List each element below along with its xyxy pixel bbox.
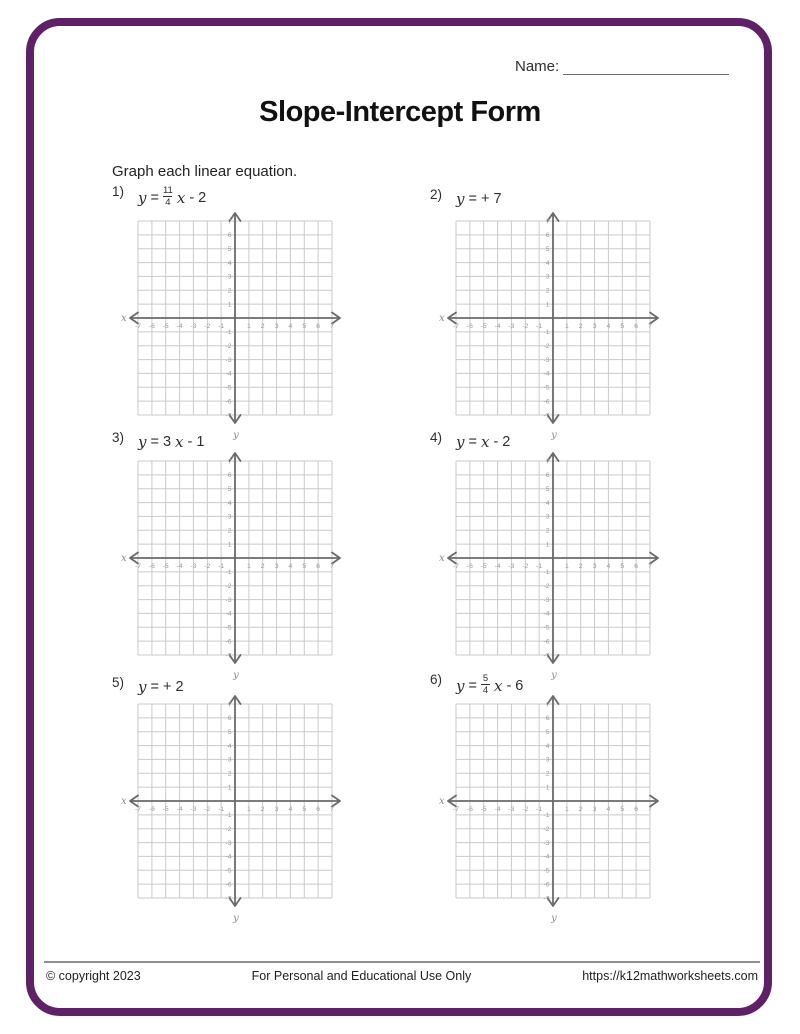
- svg-text:5: 5: [620, 806, 625, 813]
- coordinate-grid-2[interactable]: [434, 211, 666, 443]
- svg-text:x: x: [121, 796, 127, 807]
- svg-text:-4: -4: [494, 806, 501, 813]
- equals-sign: =: [150, 189, 159, 206]
- svg-text:6: 6: [634, 323, 638, 330]
- svg-text:x: x: [439, 553, 445, 564]
- svg-text:6: 6: [227, 232, 232, 240]
- problem-6-equation: [456, 672, 523, 696]
- equation-lhs: y: [138, 188, 147, 207]
- svg-text:7: 7: [545, 218, 550, 226]
- svg-text:-6: -6: [466, 323, 473, 330]
- svg-text:7: 7: [330, 323, 334, 330]
- svg-text:6: 6: [545, 715, 550, 723]
- svg-text:-4: -4: [543, 610, 550, 618]
- svg-text:2: 2: [545, 527, 550, 535]
- svg-text:2: 2: [578, 806, 583, 813]
- svg-text:-7: -7: [452, 563, 460, 570]
- svg-text:-3: -3: [508, 563, 515, 570]
- equation-lhs: y: [138, 678, 147, 696]
- svg-text:-6: -6: [543, 881, 550, 889]
- svg-text:1: 1: [545, 541, 550, 549]
- intercept-term: - 2: [189, 189, 207, 206]
- svg-text:2: 2: [578, 323, 583, 330]
- svg-text:2: 2: [545, 287, 550, 295]
- svg-text:5: 5: [227, 486, 232, 493]
- svg-text:-4: -4: [225, 853, 232, 861]
- svg-text:-5: -5: [162, 563, 169, 570]
- slope-fraction: $\frac{11}{4}$: [162, 185, 173, 208]
- equation-lhs: y: [456, 190, 465, 208]
- svg-text:1: 1: [247, 563, 251, 570]
- svg-text:-6: -6: [466, 563, 473, 570]
- coordinate-grid-4[interactable]: [434, 451, 666, 683]
- svg-text:1: 1: [565, 323, 569, 330]
- svg-text:3: 3: [592, 563, 597, 570]
- svg-text:-1: -1: [225, 329, 232, 337]
- svg-text:7: 7: [330, 563, 334, 570]
- intercept-term: + 7: [480, 191, 502, 207]
- svg-text:-3: -3: [225, 596, 232, 604]
- svg-text:3: 3: [227, 513, 232, 521]
- svg-text:3: 3: [545, 513, 550, 521]
- svg-text:-6: -6: [225, 638, 232, 646]
- svg-text:-3: -3: [190, 563, 197, 570]
- svg-text:5: 5: [227, 729, 232, 736]
- svg-text:6: 6: [634, 806, 638, 813]
- svg-text:-1: -1: [218, 806, 225, 813]
- svg-text:2: 2: [545, 770, 550, 778]
- svg-text:6: 6: [316, 563, 320, 570]
- problem-4-equation: [456, 430, 510, 451]
- svg-text:-5: -5: [543, 624, 550, 632]
- problem-1: [112, 184, 206, 214]
- svg-text:-1: -1: [225, 812, 232, 820]
- svg-text:-7: -7: [134, 323, 142, 330]
- svg-text:-2: -2: [204, 563, 211, 570]
- svg-text:4: 4: [227, 742, 232, 750]
- svg-text:-1: -1: [543, 569, 550, 577]
- svg-text:y: y: [551, 430, 557, 441]
- svg-text:-5: -5: [225, 867, 232, 875]
- problem-1-equation: [138, 184, 206, 208]
- svg-text:-7: -7: [452, 323, 460, 330]
- svg-text:6: 6: [634, 563, 638, 570]
- svg-text:y: y: [233, 913, 239, 924]
- svg-text:-7: -7: [134, 563, 142, 570]
- svg-text:-6: -6: [148, 563, 155, 570]
- svg-text:5: 5: [302, 806, 307, 813]
- problem-5-number: 5): [112, 675, 125, 690]
- x-variable: x: [480, 433, 490, 451]
- equation-lhs: y: [456, 676, 465, 695]
- svg-text:-4: -4: [494, 323, 501, 330]
- svg-text:-2: -2: [522, 806, 529, 813]
- footer: [46, 969, 758, 983]
- problem-2-equation: [456, 187, 502, 208]
- copyright-text: © copyright 2023: [46, 969, 141, 983]
- equals-sign: =: [468, 677, 477, 694]
- svg-text:-1: -1: [218, 323, 225, 330]
- svg-text:x: x: [439, 796, 445, 807]
- usage-text: For Personal and Educational Use Only: [251, 969, 472, 983]
- svg-text:-7: -7: [225, 412, 232, 420]
- intercept-term: - 1: [187, 434, 205, 450]
- svg-text:-6: -6: [543, 638, 550, 646]
- x-variable: x: [493, 676, 503, 695]
- svg-text:-3: -3: [225, 839, 232, 847]
- svg-text:x: x: [439, 313, 445, 324]
- svg-text:4: 4: [545, 499, 550, 507]
- x-variable: x: [176, 188, 186, 207]
- svg-text:-2: -2: [522, 563, 529, 570]
- slope-coefficient: 3: [162, 434, 172, 450]
- x-variable: x: [175, 433, 184, 451]
- svg-text:-6: -6: [543, 398, 550, 406]
- svg-text:y: y: [233, 430, 239, 441]
- svg-text:4: 4: [606, 806, 611, 813]
- svg-text:-1: -1: [536, 806, 543, 813]
- svg-text:4: 4: [288, 323, 293, 330]
- coordinate-grid-6[interactable]: [434, 694, 666, 926]
- svg-text:7: 7: [545, 458, 550, 466]
- svg-text:6: 6: [227, 472, 232, 480]
- svg-text:x: x: [121, 553, 127, 564]
- svg-text:-5: -5: [543, 384, 550, 392]
- svg-text:-4: -4: [543, 370, 550, 378]
- svg-text:3: 3: [227, 756, 232, 764]
- svg-text:-4: -4: [494, 563, 501, 570]
- name-label: Name:: [515, 58, 560, 75]
- svg-text:3: 3: [227, 273, 232, 281]
- svg-text:3: 3: [545, 756, 550, 764]
- svg-text:3: 3: [274, 563, 279, 570]
- svg-text:4: 4: [606, 323, 611, 330]
- svg-text:3: 3: [274, 323, 279, 330]
- svg-text:2: 2: [578, 563, 583, 570]
- svg-text:-7: -7: [225, 652, 232, 660]
- svg-text:7: 7: [227, 458, 232, 466]
- svg-text:-2: -2: [225, 343, 232, 350]
- svg-text:-4: -4: [225, 610, 232, 618]
- svg-text:2: 2: [227, 770, 232, 778]
- svg-text:6: 6: [545, 472, 550, 480]
- svg-text:-4: -4: [543, 853, 550, 861]
- svg-text:4: 4: [288, 806, 293, 813]
- svg-text:7: 7: [330, 806, 334, 813]
- svg-text:y: y: [233, 670, 239, 681]
- svg-text:4: 4: [227, 499, 232, 507]
- svg-text:-7: -7: [543, 412, 550, 420]
- svg-text:-3: -3: [543, 839, 550, 847]
- svg-text:5: 5: [545, 486, 550, 493]
- svg-text:-6: -6: [148, 323, 155, 330]
- svg-text:-6: -6: [466, 806, 473, 813]
- svg-text:-3: -3: [190, 323, 197, 330]
- svg-text:x: x: [121, 313, 127, 324]
- intercept-term: - 6: [506, 677, 524, 694]
- svg-text:1: 1: [247, 806, 251, 813]
- svg-text:-2: -2: [204, 323, 211, 330]
- svg-text:-6: -6: [148, 806, 155, 813]
- equation-lhs: y: [456, 433, 465, 451]
- problem-1-number: 1): [112, 184, 125, 199]
- svg-text:-1: -1: [218, 563, 225, 570]
- svg-text:6: 6: [227, 715, 232, 723]
- svg-text:1: 1: [565, 806, 569, 813]
- svg-text:-4: -4: [176, 563, 183, 570]
- svg-text:-5: -5: [225, 384, 232, 392]
- name-row: [515, 58, 729, 75]
- svg-text:6: 6: [316, 806, 320, 813]
- svg-text:-5: -5: [480, 323, 487, 330]
- svg-text:4: 4: [545, 259, 550, 267]
- equation-lhs: y: [138, 433, 147, 451]
- svg-text:-5: -5: [225, 624, 232, 632]
- svg-text:-2: -2: [225, 583, 232, 590]
- svg-text:3: 3: [274, 806, 279, 813]
- svg-text:-5: -5: [480, 563, 487, 570]
- svg-text:1: 1: [545, 301, 550, 309]
- problem-6-number: 6): [430, 672, 443, 687]
- svg-text:-3: -3: [508, 323, 515, 330]
- svg-text:3: 3: [592, 323, 597, 330]
- svg-text:-2: -2: [543, 343, 550, 350]
- svg-text:5: 5: [545, 729, 550, 736]
- svg-text:-1: -1: [536, 563, 543, 570]
- svg-text:5: 5: [545, 246, 550, 253]
- svg-text:-1: -1: [536, 323, 543, 330]
- svg-text:7: 7: [545, 701, 550, 709]
- svg-text:-6: -6: [225, 881, 232, 889]
- svg-text:4: 4: [606, 563, 611, 570]
- svg-text:4: 4: [288, 563, 293, 570]
- svg-text:-5: -5: [162, 323, 169, 330]
- svg-text:1: 1: [565, 563, 569, 570]
- svg-text:4: 4: [227, 259, 232, 267]
- svg-text:-5: -5: [480, 806, 487, 813]
- svg-text:-3: -3: [543, 356, 550, 364]
- coordinate-grid-5[interactable]: [116, 694, 348, 926]
- coordinate-grid-3[interactable]: [116, 451, 348, 683]
- problem-3-number: 3): [112, 430, 125, 445]
- svg-text:-5: -5: [162, 806, 169, 813]
- svg-text:5: 5: [227, 246, 232, 253]
- svg-text:-7: -7: [134, 806, 142, 813]
- website-link[interactable]: https://k12mathworksheets.com: [582, 969, 758, 983]
- slope-fraction: $\frac{5}{4}$: [482, 673, 489, 696]
- equals-sign: =: [150, 679, 159, 695]
- equals-sign: =: [468, 434, 477, 450]
- svg-text:2: 2: [227, 287, 232, 295]
- svg-text:2: 2: [260, 323, 265, 330]
- svg-text:7: 7: [648, 563, 652, 570]
- page-title: Slope-Intercept Form: [259, 96, 541, 128]
- svg-text:1: 1: [545, 784, 550, 792]
- svg-text:-3: -3: [508, 806, 515, 813]
- svg-text:-1: -1: [543, 812, 550, 820]
- svg-text:3: 3: [592, 806, 597, 813]
- svg-text:2: 2: [227, 527, 232, 535]
- svg-text:1: 1: [247, 323, 251, 330]
- svg-text:-7: -7: [543, 652, 550, 660]
- svg-text:5: 5: [302, 323, 307, 330]
- instructions-text: Graph each linear equation.: [112, 163, 298, 180]
- svg-text:-2: -2: [543, 583, 550, 590]
- svg-text:7: 7: [648, 806, 652, 813]
- svg-text:-7: -7: [543, 895, 550, 903]
- svg-text:1: 1: [227, 784, 232, 792]
- svg-text:-2: -2: [204, 806, 211, 813]
- name-input-line[interactable]: [563, 59, 729, 75]
- svg-text:7: 7: [227, 701, 232, 709]
- svg-text:-2: -2: [522, 323, 529, 330]
- equals-sign: =: [150, 434, 159, 450]
- svg-text:-3: -3: [190, 806, 197, 813]
- footer-divider: [44, 961, 760, 963]
- svg-text:-7: -7: [225, 895, 232, 903]
- intercept-term: + 2: [162, 679, 184, 695]
- svg-text:5: 5: [302, 563, 307, 570]
- svg-text:-6: -6: [225, 398, 232, 406]
- svg-text:7: 7: [648, 323, 652, 330]
- svg-text:3: 3: [545, 273, 550, 281]
- equals-sign: =: [468, 191, 477, 207]
- svg-text:-4: -4: [225, 370, 232, 378]
- intercept-term: - 2: [493, 434, 511, 450]
- svg-text:-1: -1: [543, 329, 550, 337]
- svg-text:5: 5: [620, 563, 625, 570]
- svg-text:6: 6: [545, 232, 550, 240]
- svg-text:-3: -3: [225, 356, 232, 364]
- coordinate-grid-1[interactable]: [116, 211, 348, 443]
- svg-text:2: 2: [260, 563, 265, 570]
- svg-text:7: 7: [227, 218, 232, 226]
- svg-text:4: 4: [545, 742, 550, 750]
- svg-text:1: 1: [227, 541, 232, 549]
- svg-text:2: 2: [260, 806, 265, 813]
- svg-text:-4: -4: [176, 323, 183, 330]
- svg-text:1: 1: [227, 301, 232, 309]
- svg-text:-5: -5: [543, 867, 550, 875]
- problem-5-equation: [138, 675, 184, 696]
- svg-text:y: y: [551, 670, 557, 681]
- svg-text:-2: -2: [225, 826, 232, 833]
- problem-2-number: 2): [430, 187, 443, 202]
- svg-text:-3: -3: [543, 596, 550, 604]
- problem-4-number: 4): [430, 430, 443, 445]
- svg-text:-7: -7: [452, 806, 460, 813]
- problem-3-equation: [138, 430, 204, 451]
- svg-text:5: 5: [620, 323, 625, 330]
- svg-text:6: 6: [316, 323, 320, 330]
- svg-text:y: y: [551, 913, 557, 924]
- svg-text:-4: -4: [176, 806, 183, 813]
- svg-text:-1: -1: [225, 569, 232, 577]
- svg-text:-2: -2: [543, 826, 550, 833]
